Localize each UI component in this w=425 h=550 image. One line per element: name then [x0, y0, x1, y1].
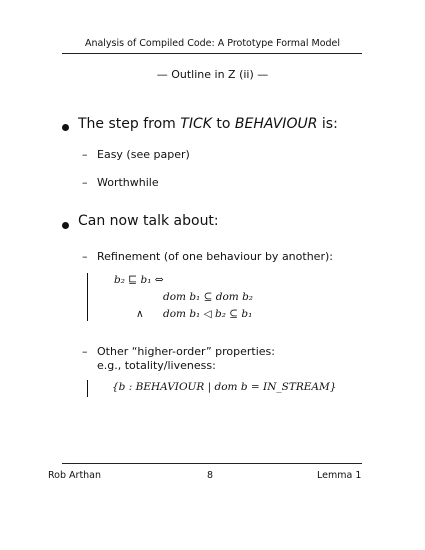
tick-term: TICK — [180, 116, 212, 132]
subitem-dash: – — [82, 176, 88, 189]
schema-bar — [87, 380, 88, 397]
refinement-line-2: dom b₁ ⊆ dom b₂ — [163, 291, 254, 303]
running-header: Analysis of Compiled Code: A Prototype Formal Model — [84, 38, 341, 49]
slide-title: — Outline in Z (ii) — — [156, 68, 269, 81]
bullet-2-text: Can now talk about: — [78, 213, 219, 229]
liveness-expression: {b : BEHAVIOUR | dom b = IN_STREAM} — [112, 381, 337, 393]
subitem-dash: – — [82, 345, 88, 358]
bullet-dot-icon — [62, 222, 69, 229]
subitem-refinement: Refinement (of one behaviour by another): — [97, 250, 333, 263]
subitem-higher-order: Other “higher-order” properties: — [97, 345, 275, 358]
schema-bar — [87, 273, 88, 321]
subitem-liveness: e.g., totality/liveness: — [97, 359, 216, 372]
subitem-easy: Easy (see paper) — [97, 148, 190, 161]
subitem-dash: – — [82, 250, 88, 263]
bullet-dot-icon — [62, 124, 69, 131]
bullet-1-middle: to — [211, 116, 235, 132]
bullet-1-prefix: The step from — [78, 116, 181, 132]
refinement-line-3: dom b₁ ◁ b₂ ⊆ b₁ — [163, 308, 253, 320]
footer-author: Rob Arthan — [48, 470, 102, 481]
header-rule — [62, 53, 362, 54]
refinement-and-operator: ∧ — [136, 308, 144, 320]
footer-rule — [62, 463, 362, 464]
bullet-1-text — [78, 116, 338, 132]
refinement-line-1: b₂ ⊑ b₁ ⇔ — [114, 274, 164, 286]
behaviour-term: BEHAVIOUR — [234, 116, 318, 132]
footer-section: Lemma 1 — [317, 470, 362, 481]
bullet-1-suffix: is: — [317, 116, 338, 132]
subitem-worthwhile: Worthwhile — [97, 176, 159, 189]
footer-page-number: 8 — [207, 470, 214, 481]
subitem-dash: – — [82, 148, 88, 161]
